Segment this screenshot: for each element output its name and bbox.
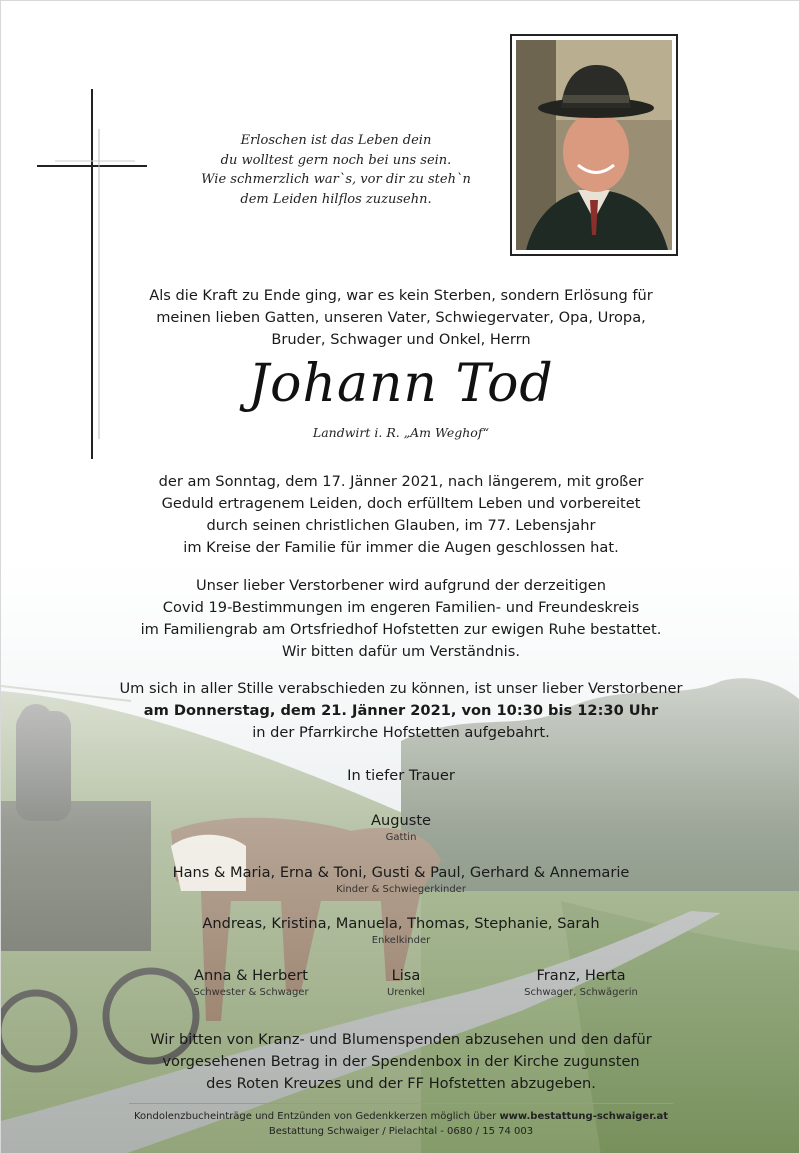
mourner-relation: Schwester & Schwager [193, 987, 309, 998]
deceased-name: Johann Tod [248, 354, 554, 414]
condolence-text: Kondolenzbucheinträge und Entzünden von Gedenkkerzen möglich über [133, 1111, 500, 1122]
mourner-name: Hans & Maria, Erna & Toni, Gusti & Paul, Gerhard & Annemarie [172, 864, 630, 881]
mourner-name: Franz, Herta [536, 967, 626, 984]
death-notice-line: der am Sonntag, dem 17. Jänner 2021, nach längerem, mit großer [158, 473, 644, 490]
poem-line: dem Leiden hilflos zuzusehn. [240, 191, 432, 207]
poem-line: Wie schmerzlich war`s, vor dir zu steh`n [201, 172, 471, 187]
footer [81, 1109, 721, 1139]
mourner-great-grandchild [346, 966, 466, 999]
donation-line: des Roten Kreuzes und der FF Hofstetten abzugeben. [206, 1075, 596, 1092]
footer-line [81, 1109, 721, 1124]
burial-notice-line: Covid 19-Bestimmungen im engeren Familien- und Freundeskreis [162, 599, 640, 616]
mourner-grandchildren [101, 914, 701, 947]
death-notice-line: durch seinen christlichen Glauben, im 77. Lebensjahr [206, 517, 596, 534]
mourner-name: Auguste [370, 812, 432, 829]
death-notice-line: Geduld ertragenem Leiden, doch erfülltem Leben und vorbereitet [161, 495, 641, 512]
donation-line: vorgesehenen Betrag in der Spendenbox in der Kirche zugunsten [162, 1053, 640, 1070]
intro-line: meinen lieben Gatten, unseren Vater, Schwiegervater, Opa, Uropa, [156, 309, 646, 326]
viewing-notice-line: Um sich in aller Stille verabschieden zu können, ist unser lieber Verstorbener [119, 680, 683, 697]
mourner-relation: Enkelkinder [371, 935, 431, 946]
mourner-spouse [251, 811, 551, 844]
mourner-relation: Schwager, Schwägerin [524, 987, 638, 998]
viewing-notice-paragraph [81, 678, 721, 744]
mourner-in-laws [481, 966, 681, 999]
mourner-children [101, 863, 701, 896]
intro-paragraph [81, 285, 721, 351]
intro-line: Als die Kraft zu Ende ging, war es kein Sterben, sondern Erlösung für [149, 287, 653, 304]
poem-line: du wolltest gern noch bei uns sein. [220, 152, 452, 168]
death-notice-line: im Kreise der Familie für immer die Augen geschlossen hat. [183, 539, 619, 556]
burial-notice-line: Wir bitten dafür um Verständnis. [282, 643, 520, 660]
mourner-relation: Urenkel [386, 987, 426, 998]
cross-icon [35, 89, 147, 459]
memorial-poem [191, 131, 481, 209]
mourner-name: Lisa [391, 967, 421, 984]
mourners-heading: In tiefer Trauer [347, 767, 455, 784]
burial-notice-line: im Familiengrab am Ortsfriedhof Hofstetten zur ewigen Ruhe bestattet. [140, 621, 662, 638]
intro-line: Bruder, Schwager und Onkel, Herrn [271, 331, 531, 348]
mourner-siblings [161, 966, 341, 999]
funeral-home-contact: Bestattung Schwaiger / Pielachtal - 0680 / 15 74 003 [268, 1126, 534, 1137]
footer-divider [129, 1103, 673, 1104]
burial-notice-line: Unser lieber Verstorbener wird aufgrund der derzeitigen [195, 577, 607, 594]
mourner-relation: Kinder & Schwiegerkinder [336, 884, 466, 895]
death-notice-paragraph [81, 471, 721, 559]
mourner-relation: Gattin [385, 832, 417, 843]
poem-line: Erloschen ist das Leben dein [240, 133, 432, 148]
viewing-notice-line: in der Pfarrkirche Hofstetten aufgebahrt. [252, 724, 550, 741]
donation-line: Wir bitten von Kranz- und Blumenspenden abzusehen und den dafür [150, 1031, 652, 1048]
funeral-home-website-link[interactable]: www.bestattung-schwaiger.at [499, 1111, 669, 1122]
burial-notice-paragraph [81, 575, 721, 663]
viewing-date-time: am Donnerstag, dem 21. Jänner 2021, von 10:30 bis 12:30 Uhr [143, 702, 659, 719]
portrait-photo [510, 34, 678, 256]
donation-request-paragraph [81, 1029, 721, 1095]
mourner-name: Anna & Herbert [194, 967, 308, 984]
mourner-name: Andreas, Kristina, Manuela, Thomas, Stephanie, Sarah [202, 915, 600, 932]
deceased-occupation: Landwirt i. R. „Am Weghof“ [312, 425, 490, 440]
